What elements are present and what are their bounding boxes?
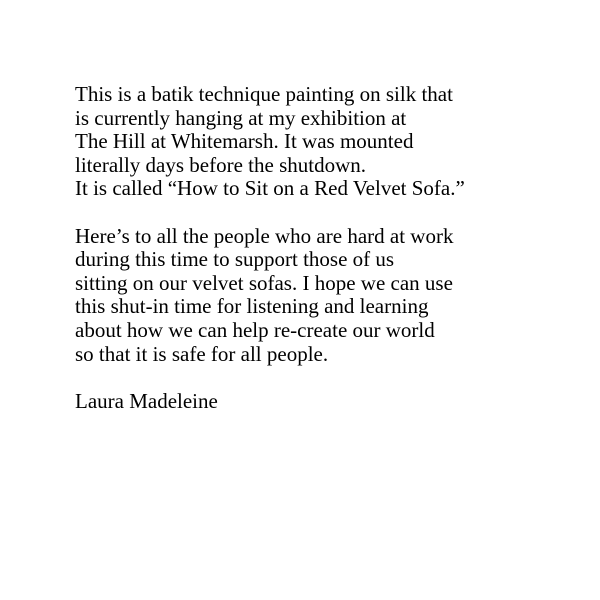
text-line: is currently hanging at my exhibition at: [75, 105, 407, 130]
text-line: this shut-in time for listening and learning: [75, 294, 429, 319]
text-line: It is called “How to Sit on a Red Velvet Sofa.”: [75, 176, 465, 201]
text-line: sitting on our velvet sofas. I hope we can use: [75, 270, 453, 295]
author-signature: Laura Madeleine: [75, 388, 218, 413]
paragraph-spacer: [75, 366, 575, 390]
text-line: about how we can help re-create our world: [75, 317, 435, 342]
text-line: Here’s to all the people who are hard at work: [75, 223, 454, 248]
paragraph-artwork-description: [75, 83, 575, 201]
paragraph-signature: [75, 390, 575, 414]
paragraph-spacer: [75, 201, 575, 225]
text-line: This is a batik technique painting on silk that: [75, 82, 453, 106]
document-text: [75, 83, 575, 413]
paragraph-dedication: [75, 225, 575, 367]
text-line: so that it is safe for all people.: [75, 341, 329, 366]
text-line: during this time to support those of us: [75, 247, 395, 272]
text-line: The Hill at Whitemarsh. It was mounted: [75, 129, 414, 154]
text-line: literally days before the shutdown.: [75, 152, 367, 177]
